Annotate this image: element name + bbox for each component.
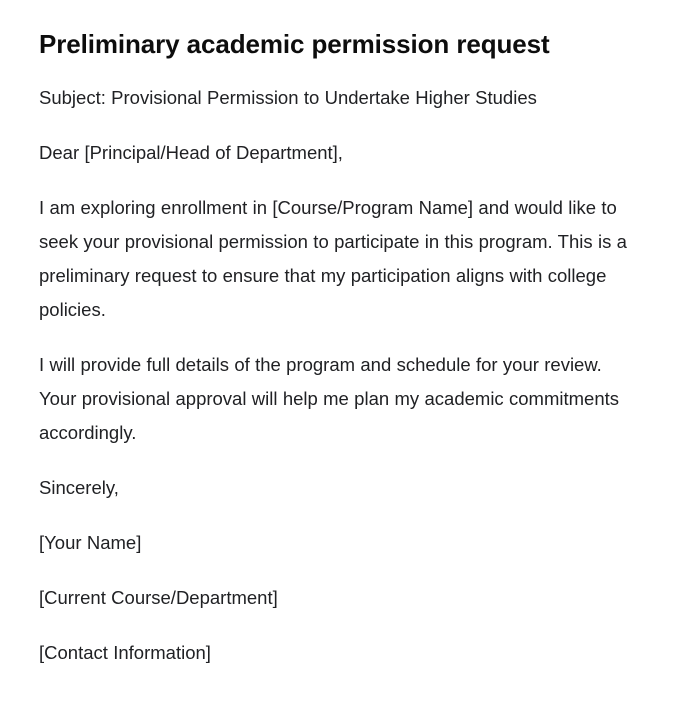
- signature-department: [Current Course/Department]: [39, 587, 278, 608]
- letter-closing: Sincerely,: [39, 477, 119, 498]
- letter-salutation: Dear [Principal/Head of Department],: [39, 142, 343, 163]
- letter-subject-line: Subject: Provisional Permission to Undertake Higher Studies: [39, 87, 537, 108]
- letter-paragraph-2: I will provide full details of the program and schedule for your review. Your provisional approval will help me plan my academic commitments accordingly.: [39, 354, 620, 443]
- letter-paragraph-1: I am exploring enrollment in [Course/Program Name] and would like to seek your provisional permission to participate in this program. This is a preliminary request to ensure that my participation aligns with college policies.: [39, 197, 627, 320]
- signature-contact: [Contact Information]: [39, 642, 211, 663]
- signature-name: [Your Name]: [39, 532, 142, 553]
- letter-body: [39, 81, 661, 670]
- page-title: Preliminary academic permission request: [39, 29, 550, 59]
